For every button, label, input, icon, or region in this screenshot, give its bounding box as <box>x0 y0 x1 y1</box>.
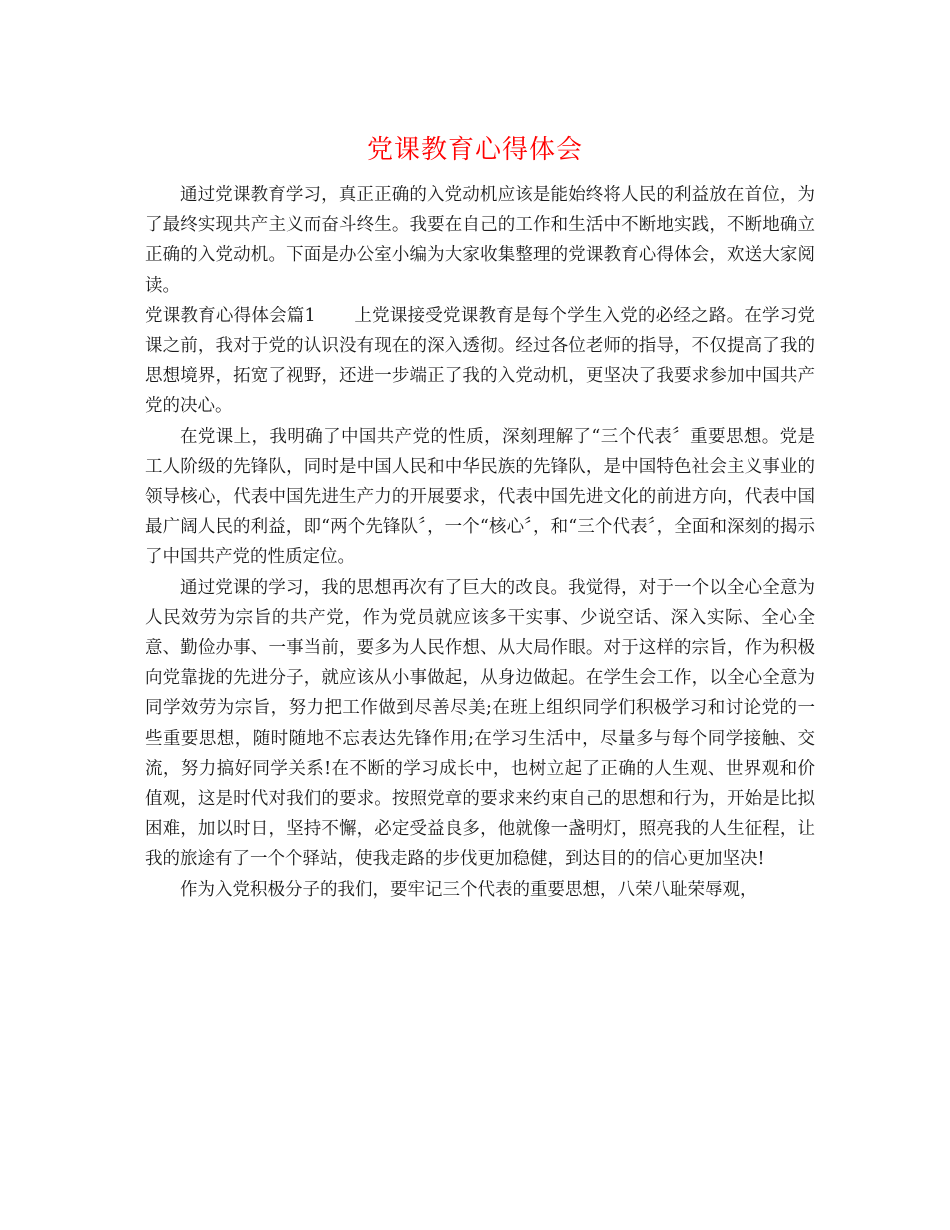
paragraph-activist <box>145 875 815 905</box>
section-heading: 党课教育心得体会篇1 <box>145 305 316 326</box>
paragraph-text: 通过党课教育学习，真正正确的入党动机应该是能始终将人民的利益放在首位，为了最终实现共产主义而奋斗终生。我要在自己的工作和生活中不断地实践，不断地确立正确的入党动机。下面是办公室小编为大家收集整理的党课教育心得体会，欢送大家阅读。 <box>145 185 815 296</box>
document-title: 党课教育心得体会 <box>366 135 583 165</box>
paragraph-section-1 <box>145 301 815 422</box>
paragraph-thought-improvement <box>145 573 815 875</box>
paragraph-intro <box>145 180 815 301</box>
paragraph-text: 作为入党积极分子的我们，要牢记三个代表的重要思想，八荣八耻荣辱观， <box>180 879 758 900</box>
paragraph-text: 通过党课的学习，我的思想再次有了巨大的改良。我觉得，对于一个以全心全意为人民效劳为宗旨的共产党，作为党员就应该多干实事、少说空话、深入实际、全心全意、勤俭办事、一事当前，要多为人民作想、从大局作眼。对于这样的宗旨，作为积极向党靠拢的先进分子，就应该从小事做起，从身边做起。在学生会工作，以全心全意为同学效劳为宗旨，努力把工作做到尽善尽美;在班上组织同学们积极学习和讨论党的一些重要思想，随时随地不忘表达先锋作用;在学习生活中，尽量多与每个同学接触、交流，努力搞好同学关系!在不断的学习成长中，也树立起了正确的人生观、世界观和价值观，这是时代对我们的要求。按照党章的要求来约束自己的思想和行为，开始是比拟困难，加以时日，坚持不懈，必定受益良多，他就像一盏明灯，照亮我的人生征程，让我的旅途有了一个个驿站，使我走路的步伐更加稳健，到达目的的信心更加坚决! <box>145 577 815 870</box>
document-body <box>145 180 815 905</box>
paragraph-text: 在党课上，我明确了中国共产党的性质，深刻理解了“三个代表〞重要思想。党是工人阶级的先锋队，同时是中国人民和中华民族的先锋队，是中国特色社会主义事业的领导核心，代表中国先进生产力的开展要求，代表中国先进文化的前进方向，代表中国最广阔人民的利益，即“两个先锋队〞，一个“核心〞，和“三个代表〞，全面和深刻的揭示了中国共产党的性质定位。 <box>145 426 815 568</box>
paragraph-party-nature <box>145 422 815 573</box>
paragraph-text: 上党课接受党课教育是每个学生入党的必经之路。在学习党课之前，我对于党的认识没有现在的深入透彻。经过各位老师的指导，不仅提高了我的思想境界，拓宽了视野，还进一步端正了我的入党动机，更坚决了我要求参加中国共产党的决心。 <box>145 305 815 417</box>
